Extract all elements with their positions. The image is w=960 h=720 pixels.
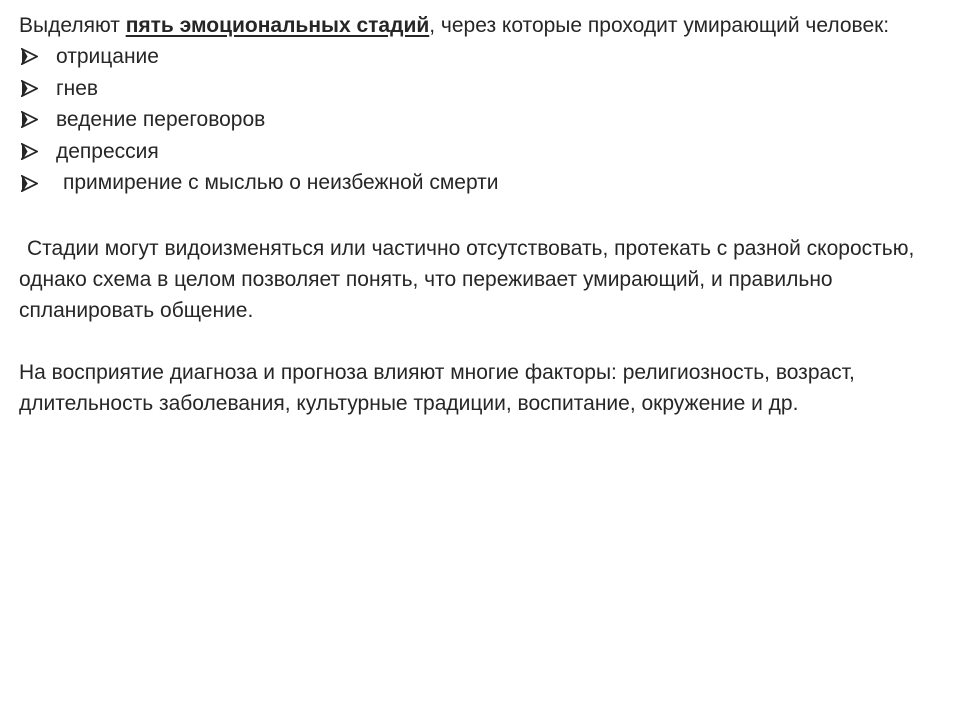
intro-lead: Выделяют: [19, 14, 126, 37]
stage-text: депрессия: [56, 139, 159, 163]
stage-item-depression: [19, 136, 929, 168]
stages-list: [19, 41, 929, 199]
arrowhead-bullet-icon: [21, 167, 39, 199]
stage-text: примирение с мыслью о неизбежной смерти: [63, 171, 499, 195]
stage-text: отрицание: [56, 45, 159, 68]
stage-item-denial: [19, 41, 929, 73]
factors-paragraph: На восприятие диагноза и прогноза влияют многие факторы: религиозность, возраст, длительность заболевания, культурные традиции, воспитание, окружение и др.: [19, 360, 855, 415]
intro-tail: , через которые проходит умирающий человек:: [429, 14, 890, 37]
arrowhead-bullet-icon: [21, 73, 39, 105]
stage-item-anger: [19, 73, 929, 105]
arrowhead-bullet-icon: [21, 136, 39, 168]
intro-paragraph: [19, 10, 929, 41]
stage-item-bargaining: [19, 104, 929, 136]
stage-item-acceptance: [19, 167, 929, 199]
arrowhead-bullet-icon: [21, 41, 39, 73]
arrowhead-bullet-icon: [21, 104, 39, 136]
stage-text: ведение переговоров: [56, 108, 266, 132]
intro-emphasis: пять эмоциональных стадий: [125, 14, 430, 37]
stages-note-paragraph: Стадии могут видоизменяться или частично отсутствовать, протекать с разной скоростью, однако схема в целом позволяет понять, что переживает умирающий, и правильно спланировать общение.: [19, 236, 915, 322]
slide-content: [19, 10, 929, 419]
stage-text: гнев: [56, 76, 99, 100]
